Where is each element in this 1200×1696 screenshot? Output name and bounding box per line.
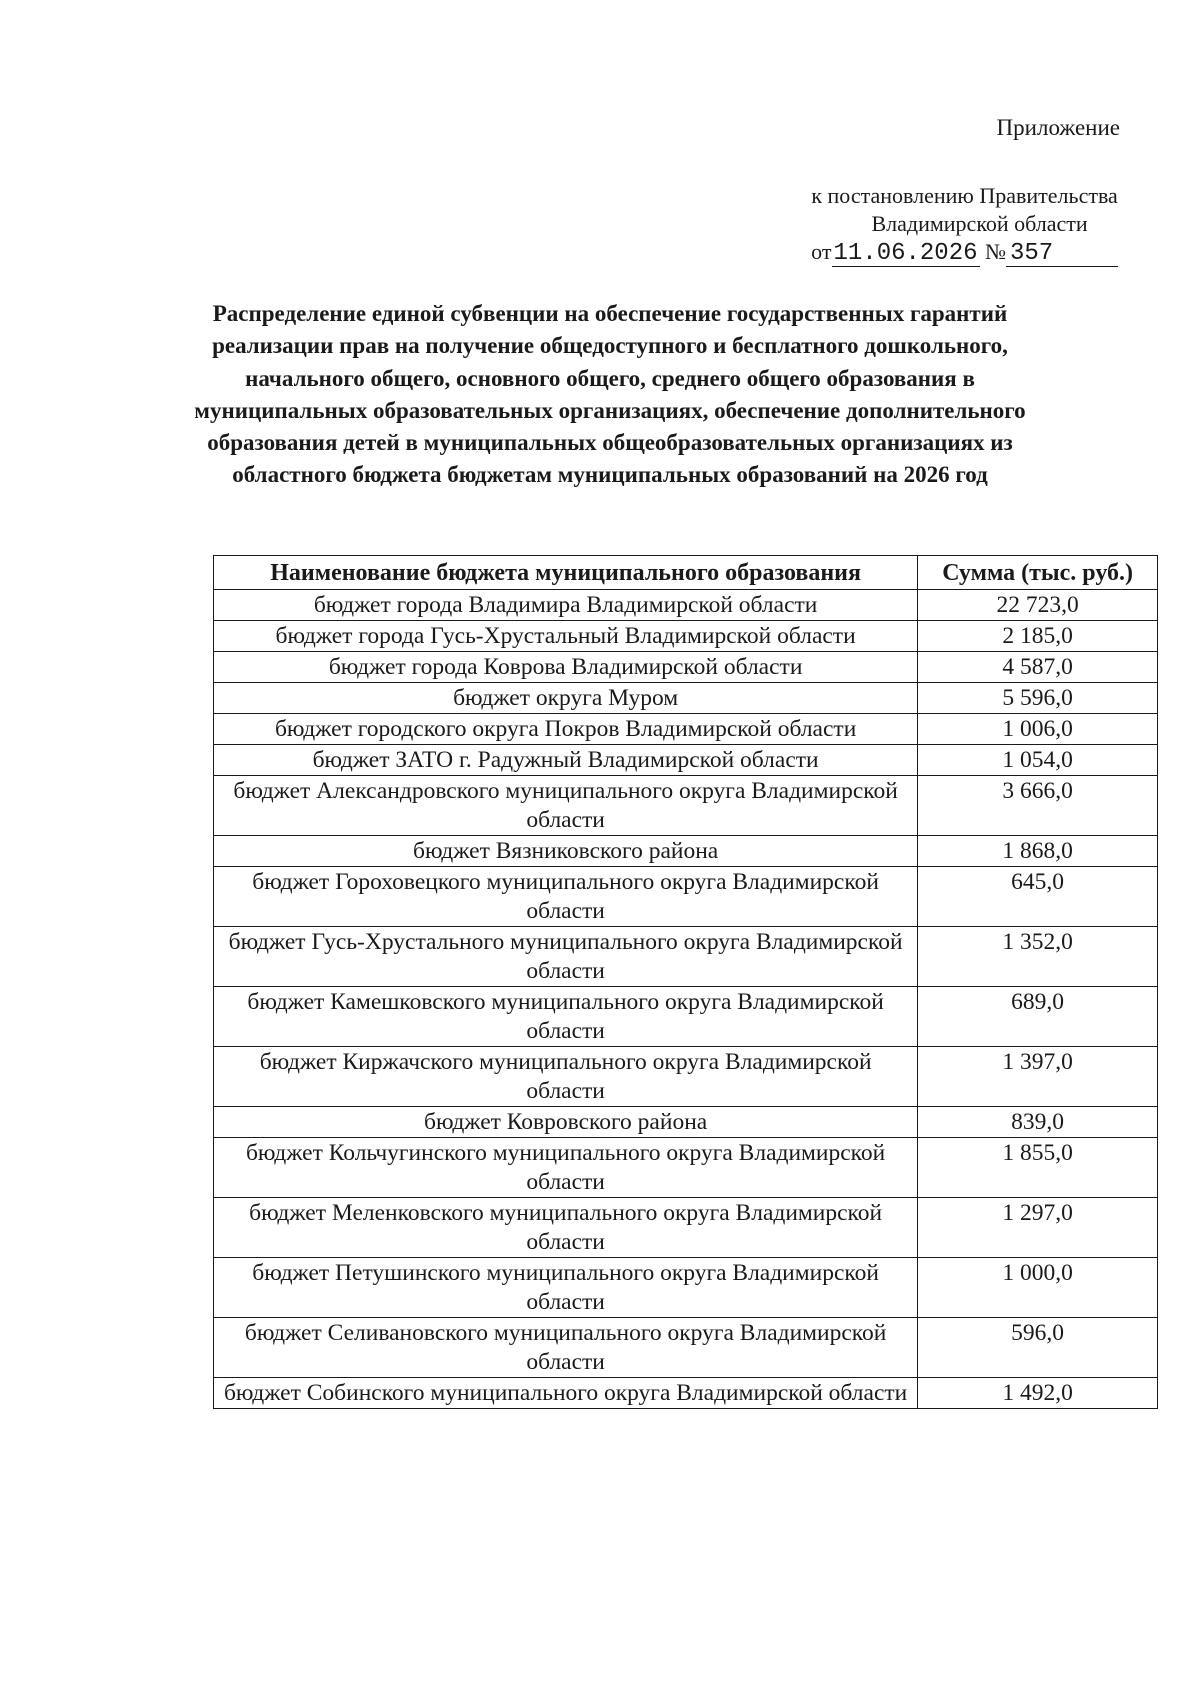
table-body	[214, 590, 1158, 1409]
budget-name-cell: бюджет Вязниковского района	[214, 836, 918, 867]
amount-cell: 1 397,0	[918, 1047, 1158, 1107]
amount-cell: 596,0	[918, 1318, 1158, 1378]
amount-cell: 1 000,0	[918, 1258, 1158, 1318]
table-row	[214, 776, 1158, 836]
table-row	[214, 714, 1158, 745]
amount-cell: 4 587,0	[918, 652, 1158, 683]
budget-name-cell: бюджет Камешковского муниципального округа Владимирской области	[214, 987, 918, 1047]
budget-name-cell: бюджет Гороховецкого муниципального округа Владимирской области	[214, 867, 918, 927]
table-row	[214, 1378, 1158, 1409]
budget-name-cell: бюджет города Гусь-Хрустальный Владимирской области	[214, 621, 918, 652]
table-row	[214, 927, 1158, 987]
amount-cell: 1 868,0	[918, 836, 1158, 867]
table-row	[214, 987, 1158, 1047]
table-row	[214, 652, 1158, 683]
table-row	[214, 867, 1158, 927]
amount-cell: 22 723,0	[918, 590, 1158, 621]
budget-name-cell: бюджет города Коврова Владимирской области	[214, 652, 918, 683]
table-row	[214, 1198, 1158, 1258]
amount-cell: 2 185,0	[918, 621, 1158, 652]
amount-cell: 839,0	[918, 1107, 1158, 1138]
resolution-number: 357	[1006, 242, 1118, 267]
budget-name-cell: бюджет Собинского муниципального округа Владимирской области	[214, 1378, 918, 1409]
amount-cell: 3 666,0	[918, 776, 1158, 836]
budget-name-cell: бюджет ЗАТО г. Радужный Владимирской области	[214, 745, 918, 776]
table-row	[214, 621, 1158, 652]
table-row	[214, 745, 1158, 776]
table-header-row	[214, 556, 1158, 590]
budget-name-cell: бюджет округа Муром	[214, 683, 918, 714]
budget-name-cell: бюджет Киржачского муниципального округа Владимирской области	[214, 1047, 918, 1107]
resolution-line-2: Владимирской области	[871, 211, 1088, 236]
budget-name-cell: бюджет Селивановского муниципального округа Владимирской области	[214, 1318, 918, 1378]
table-row	[214, 590, 1158, 621]
amount-cell: 5 596,0	[918, 683, 1158, 714]
budget-name-cell: бюджет Александровского муниципального округа Владимирской области	[214, 776, 918, 836]
amount-cell: 645,0	[918, 867, 1158, 927]
document-title: Распределение единой субвенции на обеспечение государственных гарантий реализации прав на получение общедоступного и бесплатного дошкольного, начального общего, основного общего, среднего общего образования в муниципальных образовательных организациях, обеспечение дополнительного образования детей в муниципальных общеобразовательных организациях из областного бюджета бюджетам муниципальных образований на 2026 год	[194, 301, 1026, 488]
resolution-date: 11.06.2026	[833, 240, 978, 267]
budget-name-cell: бюджет Меленковского муниципального округа Владимирской области	[214, 1198, 918, 1258]
amount-cell: 1 054,0	[918, 745, 1158, 776]
amount-cell: 1 352,0	[918, 927, 1158, 987]
amount-cell: 689,0	[918, 987, 1158, 1047]
table-row	[214, 1318, 1158, 1378]
amount-cell: 1 492,0	[918, 1378, 1158, 1409]
amount-cell: 1 855,0	[918, 1138, 1158, 1198]
table-row	[214, 1107, 1158, 1138]
distribution-table	[213, 555, 1158, 1409]
date-prefix: от	[811, 239, 832, 264]
appendix-label: Приложение	[996, 115, 1120, 140]
number-sign: №	[985, 239, 1006, 264]
budget-name-cell: бюджет Петушинского муниципального округа Владимирской области	[214, 1258, 918, 1318]
budget-name-cell: бюджет Кольчугинского муниципального округа Владимирской области	[214, 1138, 918, 1198]
table-row	[214, 836, 1158, 867]
table-row	[214, 683, 1158, 714]
budget-name-cell: бюджет города Владимира Владимирской области	[214, 590, 918, 621]
table-row	[214, 1138, 1158, 1198]
column-header-sum: Сумма (тыс. руб.)	[918, 556, 1158, 590]
resolution-line-1: к постановлению Правительства	[811, 183, 1118, 208]
resolution-date-line	[811, 238, 1118, 267]
resolution-reference	[811, 182, 1118, 267]
column-header-name: Наименование бюджета муниципального образования	[214, 556, 918, 590]
budget-name-cell: бюджет Ковровского района	[214, 1107, 918, 1138]
amount-cell: 1 006,0	[918, 714, 1158, 745]
table-row	[214, 1047, 1158, 1107]
amount-cell: 1 297,0	[918, 1198, 1158, 1258]
table-row	[214, 1258, 1158, 1318]
budget-name-cell: бюджет городского округа Покров Владимирской области	[214, 714, 918, 745]
budget-name-cell: бюджет Гусь-Хрустального муниципального округа Владимирской области	[214, 927, 918, 987]
